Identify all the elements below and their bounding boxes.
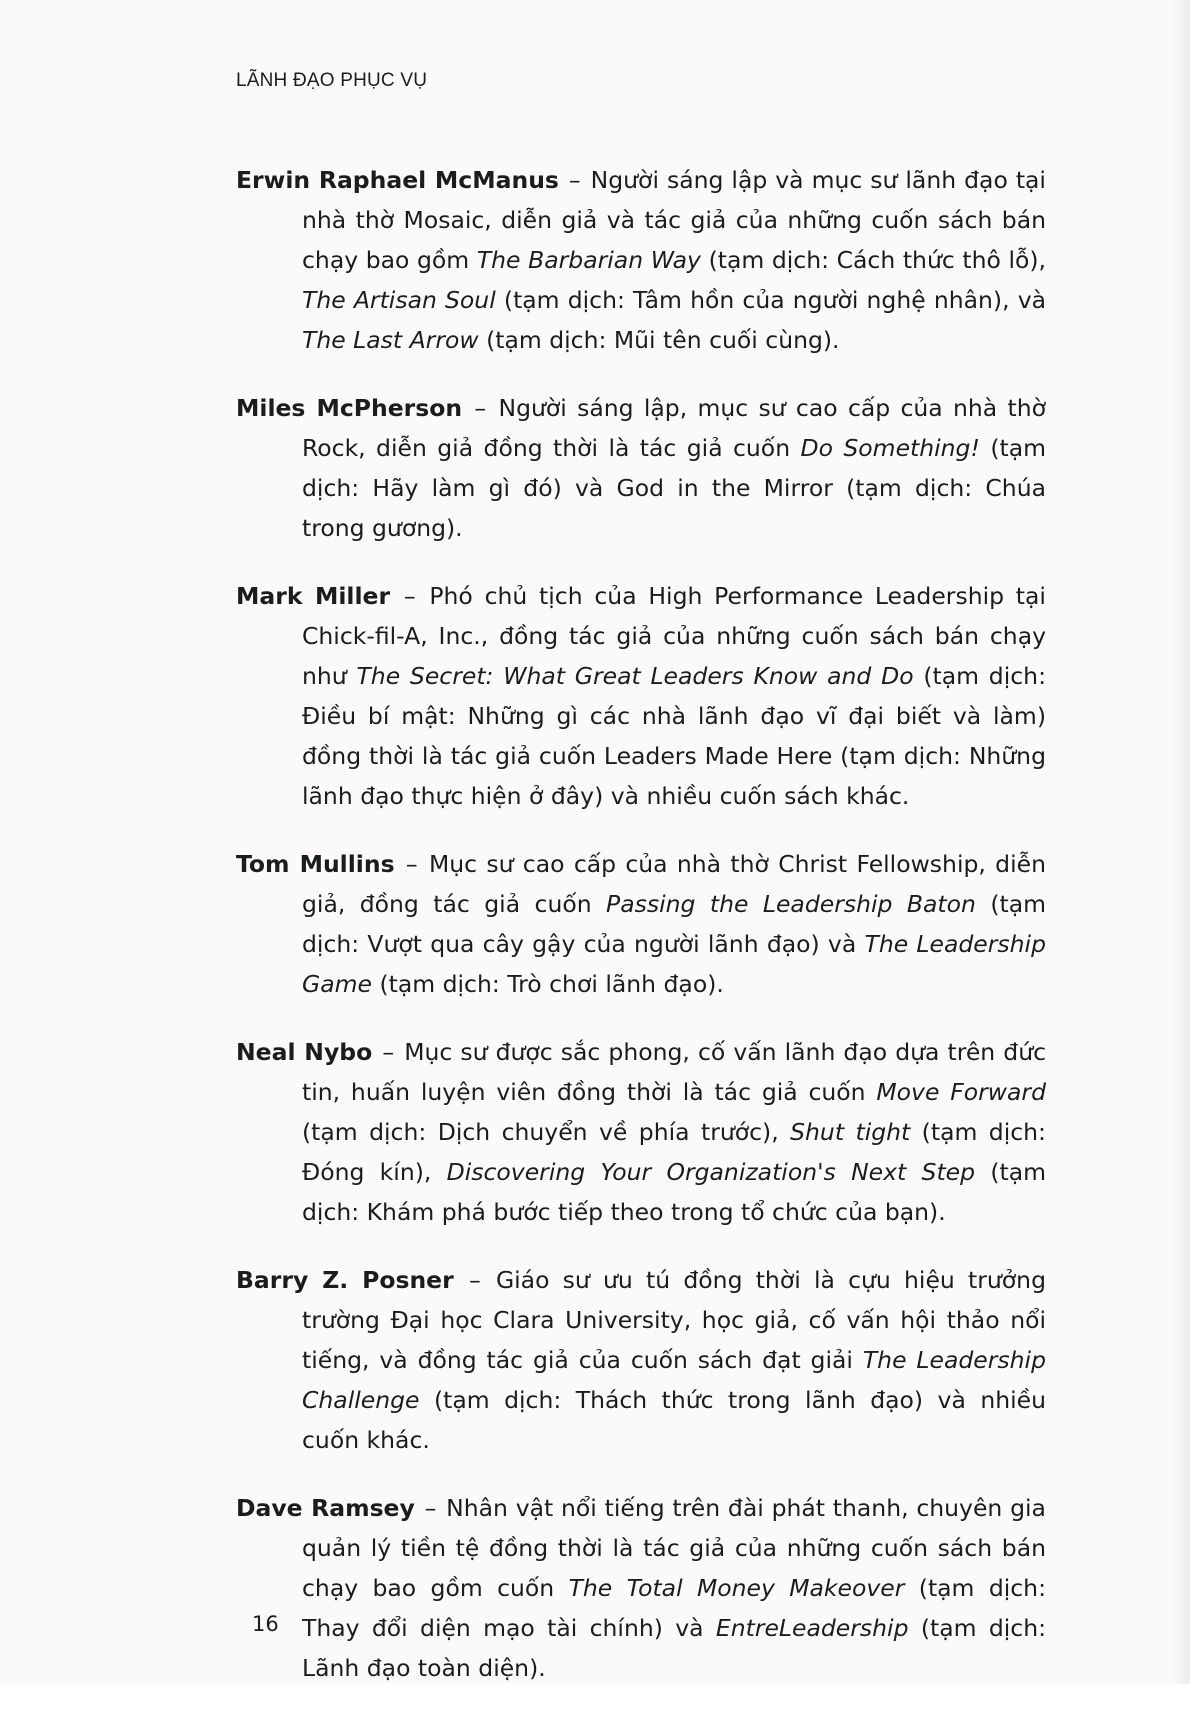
contributor-name: Dave Ramsey (236, 1494, 415, 1522)
book-title: Shut tight (790, 1118, 911, 1146)
book-title: EntreLeadership (715, 1614, 909, 1642)
contributor-list (236, 160, 1046, 1716)
contributor-name: Miles McPherson (236, 394, 463, 422)
contributor-name: Barry Z. Posner (236, 1266, 454, 1294)
book-title: Passing the Leadership Baton (606, 890, 976, 918)
contributor-entry-posner: Barry Z. Posner – Giáo sư ưu tú đồng thời là cựu hiệu trưởng trường Đại học Clara University, học giả, cố vấn hội thảo nổi tiếng, và đồng tác giả của cuốn sách đạt giải The Leadership Challenge (tạm dịch: Thách thức trong lãnh đạo) và nhiều cuốn khác. (236, 1266, 1046, 1454)
contributor-name: Neal Nybo (236, 1038, 373, 1066)
contributor-entry-miller: Mark Miller – Phó chủ tịch của High Performance Leadership tại Chick-fil-A, Inc., đồng tác giả của những cuốn sách bán chạy như The Secret: What Great Leaders Know and Do (tạm dịch: Điều bí mật: Những gì các nhà lãnh đạo vĩ đại biết và làm) đồng thời là tác giả cuốn Leaders Made Here (tạm dịch: Những lãnh đạo thực hiện ở đây) và nhiều cuốn sách khác. (236, 582, 1046, 810)
book-title: The Last Arrow (302, 326, 479, 354)
contributor-entry-nybo: Neal Nybo – Mục sư được sắc phong, cố vấn lãnh đạo dựa trên đức tin, huấn luyện viên đồng thời là tác giả cuốn Move Forward (tạm dịch: Dịch chuyển về phía trước), Shut tight (tạm dịch: Đóng kín), Discovering Your Organization's Next Step (tạm dịch: Khám phá bước tiếp theo trong tổ chức của bạn). (236, 1038, 1047, 1226)
book-title: The Total Money Makeover (568, 1574, 905, 1602)
book-title: Discovering Your Organization's Next Step (446, 1158, 976, 1186)
page-edge-shadow (1172, 0, 1190, 1684)
book-title: The Artisan Soul (302, 286, 496, 314)
running-header: LÃNH ĐẠO PHỤC VỤ (236, 70, 428, 91)
book-title: The Barbarian Way (476, 246, 701, 274)
contributor-entry-ramsey: Dave Ramsey – Nhân vật nổi tiếng trên đài phát thanh, chuyên gia quản lý tiền tệ đồng thời là tác giả của những cuốn sách bán chạy bao gồm cuốn The Total Money Makeover (tạm dịch: Thay đổi diện mạo tài chính) và EntreLeadership (tạm dịch: Lãnh đạo toàn diện). (236, 1494, 1047, 1682)
contributor-name: Tom Mullins (236, 850, 395, 878)
book-title: The Leadership Challenge (302, 1346, 1046, 1414)
contributor-entry-mcmanus: Erwin Raphael McManus – Người sáng lập và mục sư lãnh đạo tại nhà thờ Mosaic, diễn giả và tác giả của những cuốn sách bán chạy bao gồm The Barbarian Way (tạm dịch: Cách thức thô lỗ), The Artisan Soul (tạm dịch: Tâm hồn của người nghệ nhân), và The Last Arrow (tạm dịch: Mũi tên cuối cùng). (236, 166, 1047, 354)
book-title: The Leadership Game (302, 930, 1046, 998)
contributor-entry-mullins: Tom Mullins – Mục sư cao cấp của nhà thờ Christ Fellowship, diễn giả, đồng tác giả cuốn Passing the Leadership Baton (tạm dịch: Vượt qua cây gậy của người lãnh đạo) và The Leadership Game (tạm dịch: Trò chơi lãnh đạo). (236, 850, 1046, 998)
contributor-name: Erwin Raphael McManus (236, 166, 559, 194)
book-title: The Secret: What Great Leaders Know and Do (356, 662, 914, 690)
contributor-name: Mark Miller (236, 582, 391, 610)
page-number: 16 (252, 1612, 279, 1636)
book-title: Move Forward (876, 1078, 1046, 1106)
book-title: Do Something! (800, 434, 980, 462)
contributor-entry-mcpherson: Miles McPherson – Người sáng lập, mục sư cao cấp của nhà thờ Rock, diễn giả đồng thời là tác giả cuốn Do Something! (tạm dịch: Hãy làm gì đó) và God in the Mirror (tạm dịch: Chúa trong gương). (236, 394, 1046, 542)
